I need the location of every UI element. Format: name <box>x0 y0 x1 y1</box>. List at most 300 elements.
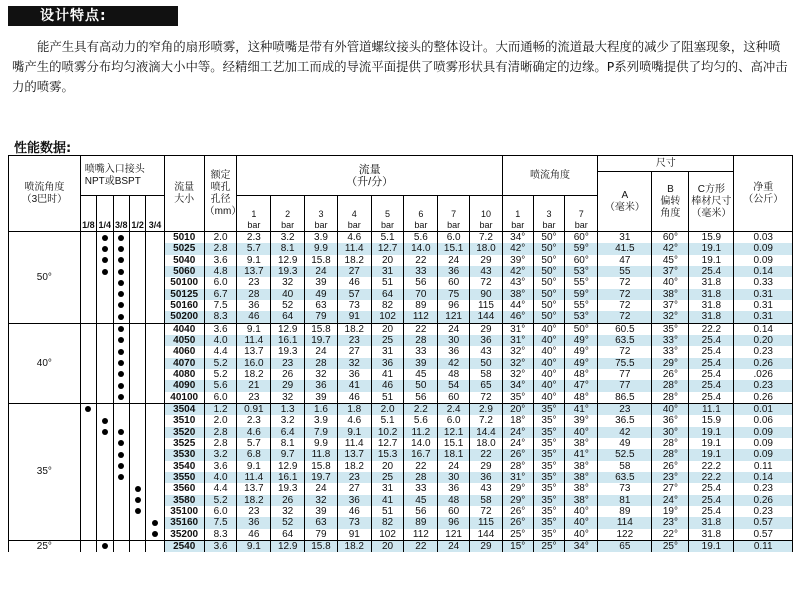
intro-paragraph <box>12 37 792 97</box>
header-angle-pressure: 7 bar <box>565 196 598 232</box>
dim-b-value: 22° <box>652 529 689 541</box>
connection-dot <box>97 243 113 254</box>
weight-value: 0.11 <box>734 540 793 552</box>
flow-value: 3.2 <box>271 415 305 426</box>
dim-b-value: 28° <box>652 380 689 391</box>
dim-a-value: 114 <box>598 517 652 528</box>
flow-value: 4.6 <box>237 427 271 438</box>
flow-value: 23 <box>337 472 371 483</box>
dim-b-value: 40° <box>652 403 689 415</box>
orifice-diameter: 4.4 <box>204 346 237 357</box>
flow-value: 32 <box>337 358 371 369</box>
table-row <box>9 323 793 335</box>
spray-angle-value: 55° <box>565 300 598 311</box>
connection-dot <box>113 358 129 369</box>
connection-dot <box>129 461 145 472</box>
connection-dot <box>113 232 129 244</box>
connection-dot <box>146 517 164 528</box>
flow-size: 4080 <box>164 369 204 380</box>
connection-dot <box>80 403 96 415</box>
dim-c-value: 19.1 <box>689 449 734 460</box>
connection-dot <box>97 255 113 266</box>
weight-value: 0.03 <box>734 232 793 244</box>
connection-dot <box>97 335 113 346</box>
flow-value: 50 <box>404 380 438 391</box>
dim-c-value: 25.4 <box>689 266 734 277</box>
flow-value: 51 <box>371 506 404 517</box>
connection-dot <box>146 415 164 426</box>
flow-size: 50125 <box>164 289 204 300</box>
spray-angle-value: 35° <box>533 427 565 438</box>
connection-dot <box>97 323 113 335</box>
flow-value: 12.9 <box>271 461 305 472</box>
flow-value: 50 <box>470 358 503 369</box>
flow-value: 31 <box>371 483 404 494</box>
flow-size: 3504 <box>164 403 204 415</box>
dot-icon <box>118 452 124 458</box>
dim-b-value: 37° <box>652 266 689 277</box>
spray-angle-value: 28° <box>502 461 533 472</box>
weight-value: 0.23 <box>734 506 793 517</box>
flow-value: 29 <box>470 255 503 266</box>
connection-dot <box>80 243 96 254</box>
flow-value: 2.4 <box>438 403 470 415</box>
flow-size: 3525 <box>164 438 204 449</box>
flow-value: 12.1 <box>438 427 470 438</box>
connection-dot <box>146 243 164 254</box>
dim-c-value: 25.4 <box>689 506 734 517</box>
flow-value: 48 <box>438 495 470 506</box>
spray-angle-value: 38° <box>565 483 598 494</box>
header-flow-pressure: 4 bar <box>337 196 371 232</box>
flow-value: 20 <box>371 323 404 335</box>
connection-dot <box>129 380 145 391</box>
spray-angle-value: 60° <box>565 255 598 266</box>
connection-dot <box>113 461 129 472</box>
flow-value: 2.2 <box>404 403 438 415</box>
flow-value: 11.2 <box>404 427 438 438</box>
header-flow-pressure: 1 bar <box>237 196 271 232</box>
spray-angle-value: 35° <box>533 472 565 483</box>
spray-angle-value: 25° <box>502 529 533 541</box>
weight-value: 0.09 <box>734 449 793 460</box>
connection-dot <box>146 289 164 300</box>
connection-dot <box>97 277 113 288</box>
flow-value: 102 <box>371 529 404 541</box>
flow-size: 4040 <box>164 323 204 335</box>
weight-value: 0.57 <box>734 517 793 528</box>
orifice-diameter: 5.6 <box>204 380 237 391</box>
dim-b-value: 19° <box>652 506 689 517</box>
connection-dot <box>113 266 129 277</box>
flow-value: 51 <box>371 392 404 404</box>
header-flow-pressure: 10 bar <box>470 196 503 232</box>
flow-value: 11.4 <box>237 335 271 346</box>
flow-size: 2540 <box>164 540 204 552</box>
connection-dot <box>146 346 164 357</box>
flow-value: 3.2 <box>271 232 305 244</box>
orifice-diameter: 6.7 <box>204 289 237 300</box>
spray-angle-group: 35° <box>9 403 81 540</box>
header-angle-pressure: 1 bar <box>502 196 533 232</box>
connection-dot <box>129 369 145 380</box>
spray-angle-value: 50° <box>533 266 565 277</box>
connection-dot <box>80 438 96 449</box>
flow-value: 12.7 <box>371 438 404 449</box>
orifice-diameter: 3.2 <box>204 449 237 460</box>
dot-icon <box>118 429 124 435</box>
connection-dot <box>113 243 129 254</box>
connection-dot <box>97 540 113 552</box>
flow-value: 54 <box>438 380 470 391</box>
flow-size: 3580 <box>164 495 204 506</box>
dim-c-value: 31.8 <box>689 311 734 323</box>
flow-value: 13.7 <box>337 449 371 460</box>
spray-angle-value: 53° <box>565 266 598 277</box>
flow-value: 89 <box>404 517 438 528</box>
dim-b-value: 35° <box>652 323 689 335</box>
dot-icon <box>118 257 124 263</box>
connection-dot <box>146 461 164 472</box>
flow-value: 64 <box>271 529 305 541</box>
dim-b-value: 30° <box>652 427 689 438</box>
dot-icon <box>135 508 141 514</box>
flow-value: 2.0 <box>371 403 404 415</box>
header-dim-c: C方形 棒材尺寸 （毫米） <box>689 172 734 232</box>
dim-c-value: 22.2 <box>689 472 734 483</box>
flow-value: 24 <box>438 323 470 335</box>
connection-dot <box>113 289 129 300</box>
dim-a-value: 36.5 <box>598 415 652 426</box>
connection-dot <box>129 323 145 335</box>
table-row <box>9 380 793 391</box>
flow-value: 3.9 <box>305 232 338 244</box>
table-row <box>9 506 793 517</box>
spray-angle-value: 38° <box>565 495 598 506</box>
flow-size: 50200 <box>164 311 204 323</box>
flow-value: 7.2 <box>470 415 503 426</box>
flow-value: 73 <box>337 300 371 311</box>
flow-value: 28 <box>237 289 271 300</box>
connection-dot <box>113 323 129 335</box>
flow-value: 9.1 <box>237 323 271 335</box>
spray-angle-value: 40° <box>533 346 565 357</box>
connection-dot <box>146 506 164 517</box>
connection-dot <box>129 243 145 254</box>
flow-value: 52 <box>271 517 305 528</box>
dot-icon <box>118 463 124 469</box>
orifice-diameter: 8.3 <box>204 311 237 323</box>
dot-icon <box>118 349 124 355</box>
spray-angle-value: 50° <box>533 243 565 254</box>
flow-value: 19.3 <box>271 346 305 357</box>
flow-value: 18.2 <box>237 495 271 506</box>
flow-value: 64 <box>271 311 305 323</box>
header-orifice: 额定 喷孔 孔径 （mm） <box>204 156 237 232</box>
flow-value: 15.1 <box>438 243 470 254</box>
flow-size: 3560 <box>164 483 204 494</box>
header-weight: 净重 （公斤） <box>734 156 793 232</box>
spray-angle-value: 34° <box>502 232 533 244</box>
flow-value: 27 <box>337 266 371 277</box>
flow-value: 36 <box>438 266 470 277</box>
flow-value: 30 <box>438 472 470 483</box>
flow-value: 11.4 <box>237 472 271 483</box>
connection-dot <box>80 427 96 438</box>
connection-dot <box>113 300 129 311</box>
flow-value: 144 <box>470 529 503 541</box>
flow-value: 18.2 <box>337 255 371 266</box>
flow-value: 22 <box>404 323 438 335</box>
spray-angle-value: 47° <box>565 380 598 391</box>
flow-value: 32 <box>305 369 338 380</box>
connection-dot <box>80 483 96 494</box>
orifice-diameter: 5.2 <box>204 358 237 369</box>
flow-value: 64 <box>371 289 404 300</box>
dot-icon <box>152 520 158 526</box>
dot-icon <box>102 429 108 435</box>
flow-value: 27 <box>337 483 371 494</box>
dim-c-value: 25.4 <box>689 392 734 404</box>
connection-dot <box>146 277 164 288</box>
flow-value: 3.9 <box>305 415 338 426</box>
flow-value: 45 <box>404 369 438 380</box>
flow-value: 18.0 <box>470 438 503 449</box>
flow-size: 5040 <box>164 255 204 266</box>
connection-dot <box>80 392 96 404</box>
table-row <box>9 369 793 380</box>
dim-b-value: 36° <box>652 415 689 426</box>
dot-icon <box>85 406 91 412</box>
flow-value: 30 <box>438 335 470 346</box>
flow-size: 4050 <box>164 335 204 346</box>
flow-value: 16.1 <box>271 335 305 346</box>
flow-value: 36 <box>305 380 338 391</box>
orifice-diameter: 1.2 <box>204 403 237 415</box>
orifice-diameter: 4.0 <box>204 472 237 483</box>
spray-angle-value: 50° <box>533 289 565 300</box>
connection-dot <box>97 346 113 357</box>
flow-value: 9.1 <box>237 255 271 266</box>
flow-value: 20 <box>371 540 404 552</box>
spray-angle-value: 35° <box>533 529 565 541</box>
spray-angle-value: 35° <box>533 461 565 472</box>
flow-value: 56 <box>404 277 438 288</box>
orifice-diameter: 4.0 <box>204 335 237 346</box>
flow-value: 9.1 <box>237 540 271 552</box>
table-row <box>9 461 793 472</box>
orifice-diameter: 2.8 <box>204 427 237 438</box>
flow-value: 18.2 <box>337 461 371 472</box>
spray-angle-value: 32° <box>502 346 533 357</box>
dim-a-value: 81 <box>598 495 652 506</box>
flow-value: 11.4 <box>337 438 371 449</box>
connection-dot <box>113 438 129 449</box>
flow-value: 51 <box>371 277 404 288</box>
table-row <box>9 346 793 357</box>
spray-angle-value: 29° <box>502 483 533 494</box>
flow-value: 36 <box>237 517 271 528</box>
flow-value: 46 <box>337 277 371 288</box>
weight-value: 0.14 <box>734 266 793 277</box>
dim-a-value: 23 <box>598 403 652 415</box>
dim-b-value: 40° <box>652 277 689 288</box>
flow-value: 13.7 <box>237 483 271 494</box>
dot-icon <box>102 246 108 252</box>
connection-dot <box>80 277 96 288</box>
spray-angle-value: 40° <box>533 369 565 380</box>
connection-dot <box>97 403 113 415</box>
flow-value: 72 <box>470 392 503 404</box>
spray-angle-value: 50° <box>533 300 565 311</box>
spray-angle-value: 40° <box>565 427 598 438</box>
dim-a-value: 72 <box>598 311 652 323</box>
dim-b-value: 33° <box>652 335 689 346</box>
spray-angle-value: 40° <box>565 506 598 517</box>
weight-value: .026 <box>734 369 793 380</box>
dot-icon <box>118 360 124 366</box>
connection-dot <box>80 415 96 426</box>
flow-value: 32 <box>305 495 338 506</box>
table-row <box>9 403 793 415</box>
connection-dot <box>113 483 129 494</box>
header-spray-angle-cols: 喷流角度 <box>502 156 597 196</box>
flow-value: 60 <box>438 392 470 404</box>
spray-angle-value: 59° <box>565 243 598 254</box>
connection-dot <box>113 335 129 346</box>
spray-angle-value: 48° <box>565 369 598 380</box>
header-angle-pressure: 3 bar <box>533 196 565 232</box>
dim-c-value: 15.9 <box>689 232 734 244</box>
performance-table <box>8 155 793 552</box>
spray-angle-value: 50° <box>533 277 565 288</box>
header-flow-pressure: 3 bar <box>305 196 338 232</box>
flow-size: 5010 <box>164 232 204 244</box>
flow-value: 5.1 <box>371 232 404 244</box>
flow-value: 12.9 <box>271 255 305 266</box>
connection-dot <box>146 323 164 335</box>
dim-b-value: 60° <box>652 232 689 244</box>
flow-value: 45 <box>404 495 438 506</box>
connection-dot <box>129 506 145 517</box>
flow-value: 41 <box>337 380 371 391</box>
flow-value: 12.9 <box>271 540 305 552</box>
connection-dot <box>129 438 145 449</box>
connection-dot <box>80 529 96 541</box>
flow-value: 9.9 <box>305 438 338 449</box>
connection-dot <box>113 403 129 415</box>
connection-dot <box>113 506 129 517</box>
header-conn-size: 1/8 <box>80 196 96 232</box>
flow-size: 3550 <box>164 472 204 483</box>
connection-dot <box>129 232 145 244</box>
flow-value: 121 <box>438 529 470 541</box>
connection-dot <box>97 461 113 472</box>
connection-dot <box>129 529 145 541</box>
flow-size: 5060 <box>164 266 204 277</box>
header-conn-size: 3/8 <box>113 196 129 232</box>
orifice-diameter: 3.6 <box>204 255 237 266</box>
connection-dot <box>97 380 113 391</box>
spray-angle-value: 53° <box>565 311 598 323</box>
flow-value: 112 <box>404 311 438 323</box>
connection-dot <box>129 472 145 483</box>
dim-a-value: 63.5 <box>598 472 652 483</box>
dim-a-value: 77 <box>598 369 652 380</box>
connection-dot <box>113 529 129 541</box>
table-row <box>9 529 793 541</box>
table-body <box>9 232 793 553</box>
table-row <box>9 438 793 449</box>
dim-a-value: 52.5 <box>598 449 652 460</box>
spray-angle-value: 41° <box>565 403 598 415</box>
performance-title: 性能数据: <box>14 141 72 156</box>
flow-value: 19.3 <box>271 266 305 277</box>
flow-value: 26 <box>271 495 305 506</box>
flow-value: 11.8 <box>305 449 338 460</box>
flow-value: 31 <box>371 266 404 277</box>
spray-angle-value: 26° <box>502 506 533 517</box>
flow-value: 46 <box>371 380 404 391</box>
flow-value: 91 <box>337 311 371 323</box>
connection-dot <box>146 438 164 449</box>
connection-dot <box>97 266 113 277</box>
dim-c-value: 22.2 <box>689 461 734 472</box>
flow-value: 13.7 <box>237 346 271 357</box>
connection-dot <box>97 289 113 300</box>
dim-b-value: 24° <box>652 495 689 506</box>
table-row <box>9 277 793 288</box>
flow-value: 1.8 <box>337 403 371 415</box>
dim-c-value: 31.8 <box>689 277 734 288</box>
flow-value: 32 <box>271 506 305 517</box>
connection-dot <box>97 529 113 541</box>
flow-value: 22 <box>470 449 503 460</box>
dim-c-value: 19.1 <box>689 243 734 254</box>
table-row <box>9 358 793 369</box>
flow-value: 16.0 <box>237 358 271 369</box>
flow-value: 33 <box>404 483 438 494</box>
flow-value: 18.2 <box>237 369 271 380</box>
dim-a-value: 41.5 <box>598 243 652 254</box>
flow-value: 36 <box>337 495 371 506</box>
weight-value: 0.01 <box>734 403 793 415</box>
spray-angle-value: 42° <box>502 266 533 277</box>
flow-value: 96 <box>438 300 470 311</box>
flow-value: 82 <box>371 517 404 528</box>
spray-angle-value: 26° <box>502 517 533 528</box>
header-dim-a: A （毫米） <box>598 172 652 232</box>
connection-dot <box>146 358 164 369</box>
spray-angle-value: 35° <box>533 415 565 426</box>
flow-value: 9.7 <box>271 449 305 460</box>
dim-c-value: 25.4 <box>689 495 734 506</box>
dim-a-value: 122 <box>598 529 652 541</box>
spray-angle-value: 35° <box>533 483 565 494</box>
dim-b-value: 27° <box>652 483 689 494</box>
connection-dot <box>113 472 129 483</box>
flow-value: 22 <box>404 461 438 472</box>
header-dim-b: B 偏转 角度 <box>652 172 689 232</box>
connection-dot <box>80 461 96 472</box>
weight-value: 0.26 <box>734 392 793 404</box>
connection-dot <box>97 358 113 369</box>
flow-value: 32 <box>271 277 305 288</box>
weight-value: 0.57 <box>734 529 793 541</box>
connection-dot <box>146 335 164 346</box>
flow-value: 25 <box>371 472 404 483</box>
flow-value: 48 <box>438 369 470 380</box>
